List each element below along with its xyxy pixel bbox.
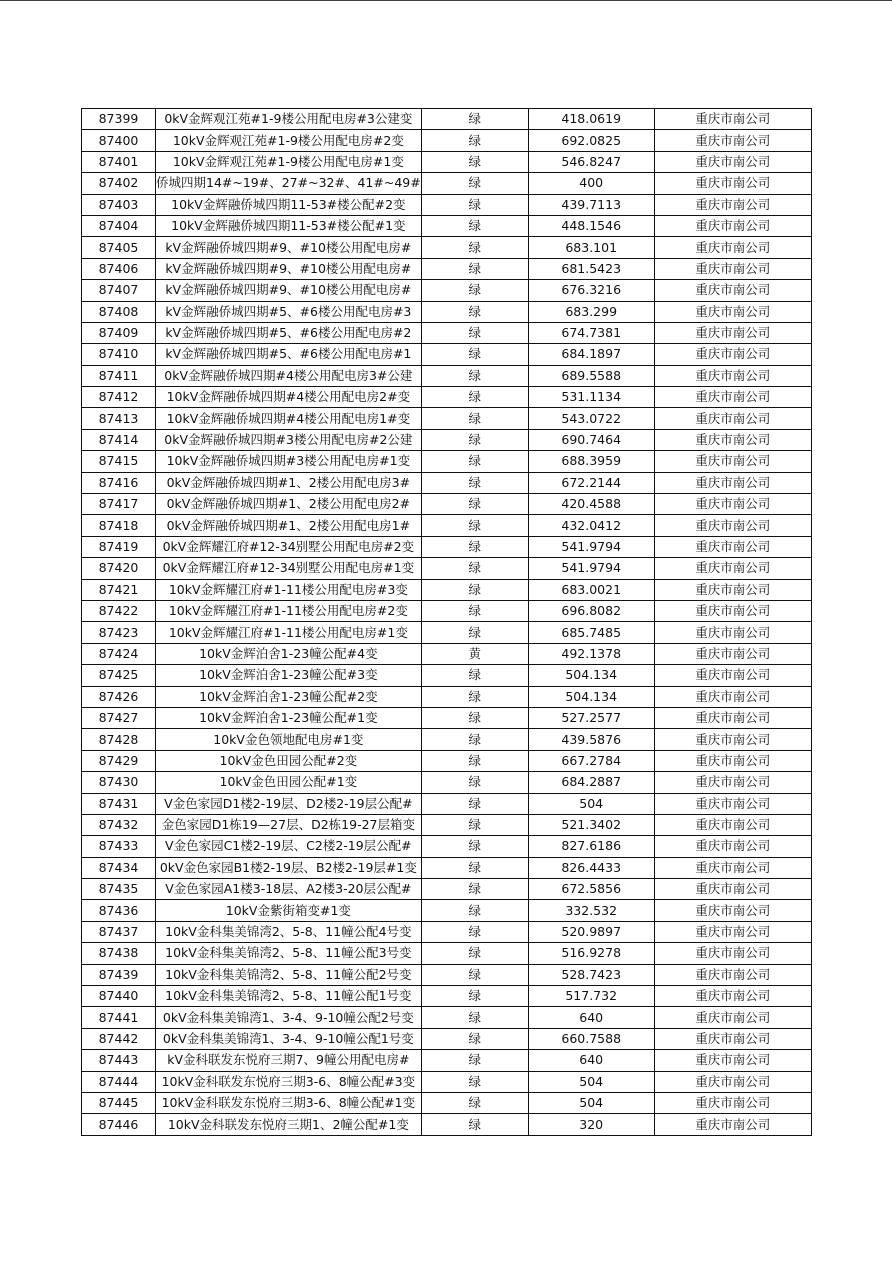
status-color-cell: 绿 bbox=[421, 879, 528, 900]
company-cell: 重庆市南公司 bbox=[654, 622, 811, 643]
equipment-name-cell: kV金辉融侨城四期#5、#6楼公用配电房#2 bbox=[156, 322, 422, 343]
table-row bbox=[82, 943, 812, 964]
row-id-cell: 87444 bbox=[82, 1071, 156, 1092]
row-id-cell: 87432 bbox=[82, 814, 156, 835]
equipment-name-cell: 10kV金辉观江苑#1-9楼公用配电房#1变 bbox=[156, 151, 422, 172]
equipment-name-cell: kV金辉融侨城四期#9、#10楼公用配电房# bbox=[156, 258, 422, 279]
row-id-cell: 87434 bbox=[82, 857, 156, 878]
status-color-cell: 绿 bbox=[421, 579, 528, 600]
capacity-value-cell: 516.9278 bbox=[528, 943, 654, 964]
status-color-cell: 绿 bbox=[421, 814, 528, 835]
equipment-name-cell: 0kV金辉观江苑#1-9楼公用配电房#3公建变 bbox=[156, 109, 422, 130]
status-color-cell: 绿 bbox=[421, 665, 528, 686]
company-cell: 重庆市南公司 bbox=[654, 793, 811, 814]
company-cell: 重庆市南公司 bbox=[654, 151, 811, 172]
company-cell: 重庆市南公司 bbox=[654, 1071, 811, 1092]
row-id-cell: 87400 bbox=[82, 130, 156, 151]
row-id-cell: 87411 bbox=[82, 365, 156, 386]
table-row bbox=[82, 215, 812, 236]
table-row bbox=[82, 729, 812, 750]
capacity-value-cell: 674.7381 bbox=[528, 322, 654, 343]
status-color-cell: 绿 bbox=[421, 515, 528, 536]
company-cell: 重庆市南公司 bbox=[654, 707, 811, 728]
capacity-value-cell: 528.7423 bbox=[528, 964, 654, 985]
equipment-name-cell: 侨城四期14#~19#、27#~32#、41#~49# bbox=[156, 173, 422, 194]
equipment-name-cell: 0kV金辉融侨城四期#1、2楼公用配电房2# bbox=[156, 494, 422, 515]
equipment-name-cell: kV金辉融侨城四期#9、#10楼公用配电房# bbox=[156, 280, 422, 301]
table-row bbox=[82, 879, 812, 900]
equipment-name-cell: 10kV金辉融侨城四期11-53#楼公配#1变 bbox=[156, 215, 422, 236]
row-id-cell: 87431 bbox=[82, 793, 156, 814]
table-row bbox=[82, 109, 812, 130]
capacity-value-cell: 543.0722 bbox=[528, 408, 654, 429]
capacity-value-cell: 420.4588 bbox=[528, 494, 654, 515]
company-cell: 重庆市南公司 bbox=[654, 986, 811, 1007]
status-color-cell: 绿 bbox=[421, 793, 528, 814]
table-row bbox=[82, 986, 812, 1007]
equipment-name-cell: 0kV金辉融侨城四期#1、2楼公用配电房3# bbox=[156, 472, 422, 493]
company-cell: 重庆市南公司 bbox=[654, 472, 811, 493]
company-cell: 重庆市南公司 bbox=[654, 1092, 811, 1113]
company-cell: 重庆市南公司 bbox=[654, 344, 811, 365]
company-cell: 重庆市南公司 bbox=[654, 900, 811, 921]
equipment-name-cell: kV金辉融侨城四期#9、#10楼公用配电房# bbox=[156, 237, 422, 258]
equipment-name-cell: 10kV金科集美锦湾2、5-8、11幢公配3号变 bbox=[156, 943, 422, 964]
status-color-cell: 绿 bbox=[421, 836, 528, 857]
capacity-value-cell: 696.8082 bbox=[528, 600, 654, 621]
capacity-value-cell: 541.9794 bbox=[528, 536, 654, 557]
company-cell: 重庆市南公司 bbox=[654, 301, 811, 322]
company-cell: 重庆市南公司 bbox=[654, 130, 811, 151]
company-cell: 重庆市南公司 bbox=[654, 109, 811, 130]
table-row bbox=[82, 686, 812, 707]
capacity-value-cell: 640 bbox=[528, 1007, 654, 1028]
table-row bbox=[82, 151, 812, 172]
equipment-name-cell: 10kV金紫街箱变#1变 bbox=[156, 900, 422, 921]
capacity-value-cell: 531.1134 bbox=[528, 387, 654, 408]
row-id-cell: 87437 bbox=[82, 921, 156, 942]
company-cell: 重庆市南公司 bbox=[654, 857, 811, 878]
row-id-cell: 87423 bbox=[82, 622, 156, 643]
equipment-name-cell: V金色家园D1楼2-19层、D2楼2-19层公配# bbox=[156, 793, 422, 814]
company-cell: 重庆市南公司 bbox=[654, 322, 811, 343]
row-id-cell: 87433 bbox=[82, 836, 156, 857]
status-color-cell: 绿 bbox=[421, 429, 528, 450]
status-color-cell: 绿 bbox=[421, 237, 528, 258]
status-color-cell: 绿 bbox=[421, 1028, 528, 1049]
company-cell: 重庆市南公司 bbox=[654, 215, 811, 236]
capacity-value-cell: 683.101 bbox=[528, 237, 654, 258]
status-color-cell: 绿 bbox=[421, 408, 528, 429]
row-id-cell: 87435 bbox=[82, 879, 156, 900]
table-row bbox=[82, 472, 812, 493]
row-id-cell: 87409 bbox=[82, 322, 156, 343]
table-row bbox=[82, 408, 812, 429]
row-id-cell: 87415 bbox=[82, 451, 156, 472]
table-row bbox=[82, 750, 812, 771]
table-row bbox=[82, 387, 812, 408]
status-color-cell: 绿 bbox=[421, 750, 528, 771]
capacity-value-cell: 690.7464 bbox=[528, 429, 654, 450]
capacity-value-cell: 520.9897 bbox=[528, 921, 654, 942]
table-row bbox=[82, 1028, 812, 1049]
capacity-value-cell: 672.5856 bbox=[528, 879, 654, 900]
equipment-name-cell: 0kV金辉融侨城四期#4楼公用配电房3#公建 bbox=[156, 365, 422, 386]
status-color-cell: 绿 bbox=[421, 857, 528, 878]
company-cell: 重庆市南公司 bbox=[654, 451, 811, 472]
table-row bbox=[82, 921, 812, 942]
capacity-value-cell: 448.1546 bbox=[528, 215, 654, 236]
company-cell: 重庆市南公司 bbox=[654, 173, 811, 194]
table-row bbox=[82, 173, 812, 194]
table-row bbox=[82, 301, 812, 322]
company-cell: 重庆市南公司 bbox=[654, 237, 811, 258]
table-row bbox=[82, 772, 812, 793]
row-id-cell: 87412 bbox=[82, 387, 156, 408]
company-cell: 重庆市南公司 bbox=[654, 1050, 811, 1071]
status-color-cell: 绿 bbox=[421, 215, 528, 236]
capacity-value-cell: 504 bbox=[528, 1071, 654, 1092]
status-color-cell: 绿 bbox=[421, 986, 528, 1007]
capacity-value-cell: 439.5876 bbox=[528, 729, 654, 750]
equipment-name-cell: 10kV金辉耀江府#1-11楼公用配电房#1变 bbox=[156, 622, 422, 643]
status-color-cell: 绿 bbox=[421, 365, 528, 386]
company-cell: 重庆市南公司 bbox=[654, 836, 811, 857]
table-row bbox=[82, 665, 812, 686]
table-row bbox=[82, 1007, 812, 1028]
table-row bbox=[82, 579, 812, 600]
capacity-value-cell: 418.0619 bbox=[528, 109, 654, 130]
status-color-cell: 绿 bbox=[421, 622, 528, 643]
equipment-name-cell: 10kV金科集美锦湾2、5-8、11幢公配2号变 bbox=[156, 964, 422, 985]
status-color-cell: 绿 bbox=[421, 600, 528, 621]
equipment-name-cell: 10kV金色田园公配#2变 bbox=[156, 750, 422, 771]
table-row bbox=[82, 1114, 812, 1135]
capacity-value-cell: 688.3959 bbox=[528, 451, 654, 472]
status-color-cell: 绿 bbox=[421, 322, 528, 343]
row-id-cell: 87441 bbox=[82, 1007, 156, 1028]
status-color-cell: 绿 bbox=[421, 729, 528, 750]
table-row bbox=[82, 237, 812, 258]
status-color-cell: 绿 bbox=[421, 472, 528, 493]
equipment-name-cell: 10kV金辉耀江府#1-11楼公用配电房#3变 bbox=[156, 579, 422, 600]
table-row bbox=[82, 836, 812, 857]
equipment-name-cell: 10kV金科联发东悦府三期3-6、8幢公配#3变 bbox=[156, 1071, 422, 1092]
table-row bbox=[82, 793, 812, 814]
capacity-value-cell: 504.134 bbox=[528, 686, 654, 707]
table-row bbox=[82, 536, 812, 557]
capacity-value-cell: 517.732 bbox=[528, 986, 654, 1007]
equipment-name-cell: kV金科联发东悦府三期7、9幢公用配电房# bbox=[156, 1050, 422, 1071]
capacity-value-cell: 692.0825 bbox=[528, 130, 654, 151]
company-cell: 重庆市南公司 bbox=[654, 387, 811, 408]
capacity-value-cell: 684.1897 bbox=[528, 344, 654, 365]
row-id-cell: 87427 bbox=[82, 707, 156, 728]
table-row bbox=[82, 622, 812, 643]
status-color-cell: 绿 bbox=[421, 301, 528, 322]
capacity-value-cell: 826.4433 bbox=[528, 857, 654, 878]
equipment-name-cell: kV金辉融侨城四期#5、#6楼公用配电房#1 bbox=[156, 344, 422, 365]
row-id-cell: 87439 bbox=[82, 964, 156, 985]
company-cell: 重庆市南公司 bbox=[654, 558, 811, 579]
status-color-cell: 绿 bbox=[421, 387, 528, 408]
row-id-cell: 87438 bbox=[82, 943, 156, 964]
company-cell: 重庆市南公司 bbox=[654, 536, 811, 557]
capacity-value-cell: 681.5423 bbox=[528, 258, 654, 279]
status-color-cell: 绿 bbox=[421, 109, 528, 130]
status-color-cell: 绿 bbox=[421, 280, 528, 301]
row-id-cell: 87404 bbox=[82, 215, 156, 236]
equipment-name-cell: 10kV金科集美锦湾2、5-8、11幢公配4号变 bbox=[156, 921, 422, 942]
capacity-value-cell: 667.2784 bbox=[528, 750, 654, 771]
table-row bbox=[82, 600, 812, 621]
company-cell: 重庆市南公司 bbox=[654, 665, 811, 686]
status-color-cell: 绿 bbox=[421, 1092, 528, 1113]
table-row bbox=[82, 451, 812, 472]
company-cell: 重庆市南公司 bbox=[654, 814, 811, 835]
company-cell: 重庆市南公司 bbox=[654, 579, 811, 600]
table-row bbox=[82, 280, 812, 301]
capacity-value-cell: 640 bbox=[528, 1050, 654, 1071]
table-body bbox=[82, 109, 812, 1136]
company-cell: 重庆市南公司 bbox=[654, 365, 811, 386]
equipment-name-cell: 10kV金科集美锦湾2、5-8、11幢公配1号变 bbox=[156, 986, 422, 1007]
table-row bbox=[82, 1071, 812, 1092]
capacity-value-cell: 672.2144 bbox=[528, 472, 654, 493]
equipment-name-cell: 10kV金辉观江苑#1-9楼公用配电房#2变 bbox=[156, 130, 422, 151]
capacity-value-cell: 546.8247 bbox=[528, 151, 654, 172]
equipment-name-cell: 0kV金辉融侨城四期#3楼公用配电房#2公建 bbox=[156, 429, 422, 450]
equipment-name-cell: 10kV金辉泊舍1-23幢公配#4变 bbox=[156, 643, 422, 664]
row-id-cell: 87445 bbox=[82, 1092, 156, 1113]
capacity-value-cell: 521.3402 bbox=[528, 814, 654, 835]
equipment-name-cell: 10kV金科联发东悦府三期1、2幢公配#1变 bbox=[156, 1114, 422, 1135]
equipment-name-cell: 金色家园D1栋19—27层、D2栋19-27层箱变 bbox=[156, 814, 422, 835]
status-color-cell: 黄 bbox=[421, 643, 528, 664]
status-color-cell: 绿 bbox=[421, 451, 528, 472]
row-id-cell: 87405 bbox=[82, 237, 156, 258]
company-cell: 重庆市南公司 bbox=[654, 772, 811, 793]
company-cell: 重庆市南公司 bbox=[654, 921, 811, 942]
status-color-cell: 绿 bbox=[421, 943, 528, 964]
equipment-name-cell: 10kV金辉融侨城四期#3楼公用配电房#1变 bbox=[156, 451, 422, 472]
equipment-name-cell: 0kV金辉融侨城四期#1、2楼公用配电房1# bbox=[156, 515, 422, 536]
equipment-name-cell: 10kV金科联发东悦府三期3-6、8幢公配#1变 bbox=[156, 1092, 422, 1113]
table-row bbox=[82, 344, 812, 365]
row-id-cell: 87425 bbox=[82, 665, 156, 686]
equipment-name-cell: 10kV金辉融侨城四期#4楼公用配电房1#变 bbox=[156, 408, 422, 429]
table-row bbox=[82, 643, 812, 664]
company-cell: 重庆市南公司 bbox=[654, 258, 811, 279]
status-color-cell: 绿 bbox=[421, 130, 528, 151]
row-id-cell: 87429 bbox=[82, 750, 156, 771]
equipment-name-cell: 10kV金辉泊舍1-23幢公配#2变 bbox=[156, 686, 422, 707]
row-id-cell: 87419 bbox=[82, 536, 156, 557]
row-id-cell: 87414 bbox=[82, 429, 156, 450]
row-id-cell: 87410 bbox=[82, 344, 156, 365]
company-cell: 重庆市南公司 bbox=[654, 408, 811, 429]
capacity-value-cell: 684.2887 bbox=[528, 772, 654, 793]
status-color-cell: 绿 bbox=[421, 686, 528, 707]
company-cell: 重庆市南公司 bbox=[654, 515, 811, 536]
capacity-value-cell: 676.3216 bbox=[528, 280, 654, 301]
company-cell: 重庆市南公司 bbox=[654, 686, 811, 707]
row-id-cell: 87436 bbox=[82, 900, 156, 921]
company-cell: 重庆市南公司 bbox=[654, 1114, 811, 1135]
capacity-value-cell: 504 bbox=[528, 1092, 654, 1113]
table-row bbox=[82, 707, 812, 728]
equipment-name-cell: 0kV金辉耀江府#12-34别墅公用配电房#2变 bbox=[156, 536, 422, 557]
row-id-cell: 87421 bbox=[82, 579, 156, 600]
status-color-cell: 绿 bbox=[421, 151, 528, 172]
company-cell: 重庆市南公司 bbox=[654, 729, 811, 750]
status-color-cell: 绿 bbox=[421, 536, 528, 557]
company-cell: 重庆市南公司 bbox=[654, 600, 811, 621]
row-id-cell: 87428 bbox=[82, 729, 156, 750]
equipment-name-cell: 10kV金色田园公配#1变 bbox=[156, 772, 422, 793]
row-id-cell: 87430 bbox=[82, 772, 156, 793]
status-color-cell: 绿 bbox=[421, 494, 528, 515]
capacity-value-cell: 827.6186 bbox=[528, 836, 654, 857]
company-cell: 重庆市南公司 bbox=[654, 879, 811, 900]
row-id-cell: 87403 bbox=[82, 194, 156, 215]
table-row bbox=[82, 857, 812, 878]
status-color-cell: 绿 bbox=[421, 558, 528, 579]
equipment-name-cell: 0kV金科集美锦湾1、3-4、9-10幢公配2号变 bbox=[156, 1007, 422, 1028]
status-color-cell: 绿 bbox=[421, 964, 528, 985]
status-color-cell: 绿 bbox=[421, 344, 528, 365]
equipment-name-cell: 10kV金辉融侨城四期#4楼公用配电房2#变 bbox=[156, 387, 422, 408]
equipment-name-cell: 10kV金辉耀江府#1-11楼公用配电房#2变 bbox=[156, 600, 422, 621]
row-id-cell: 87401 bbox=[82, 151, 156, 172]
status-color-cell: 绿 bbox=[421, 1071, 528, 1092]
company-cell: 重庆市南公司 bbox=[654, 1007, 811, 1028]
table-row bbox=[82, 1050, 812, 1071]
company-cell: 重庆市南公司 bbox=[654, 643, 811, 664]
row-id-cell: 87402 bbox=[82, 173, 156, 194]
row-id-cell: 87426 bbox=[82, 686, 156, 707]
row-id-cell: 87406 bbox=[82, 258, 156, 279]
status-color-cell: 绿 bbox=[421, 258, 528, 279]
row-id-cell: 87399 bbox=[82, 109, 156, 130]
capacity-value-cell: 689.5588 bbox=[528, 365, 654, 386]
capacity-value-cell: 683.0021 bbox=[528, 579, 654, 600]
equipment-name-cell: 0kV金辉耀江府#12-34别墅公用配电房#1变 bbox=[156, 558, 422, 579]
status-color-cell: 绿 bbox=[421, 1050, 528, 1071]
company-cell: 重庆市南公司 bbox=[654, 280, 811, 301]
capacity-value-cell: 320 bbox=[528, 1114, 654, 1135]
table-row bbox=[82, 900, 812, 921]
row-id-cell: 87417 bbox=[82, 494, 156, 515]
company-cell: 重庆市南公司 bbox=[654, 194, 811, 215]
company-cell: 重庆市南公司 bbox=[654, 1028, 811, 1049]
equipment-name-cell: 0kV金科集美锦湾1、3-4、9-10幢公配1号变 bbox=[156, 1028, 422, 1049]
status-color-cell: 绿 bbox=[421, 1007, 528, 1028]
capacity-value-cell: 492.1378 bbox=[528, 643, 654, 664]
capacity-value-cell: 685.7485 bbox=[528, 622, 654, 643]
equipment-name-cell: 10kV金辉泊舍1-23幢公配#3变 bbox=[156, 665, 422, 686]
equipment-name-cell: 10kV金辉泊舍1-23幢公配#1变 bbox=[156, 707, 422, 728]
equipment-name-cell: V金色家园C1楼2-19层、C2楼2-19层公配# bbox=[156, 836, 422, 857]
row-id-cell: 87442 bbox=[82, 1028, 156, 1049]
table-row bbox=[82, 194, 812, 215]
status-color-cell: 绿 bbox=[421, 707, 528, 728]
capacity-value-cell: 683.299 bbox=[528, 301, 654, 322]
company-cell: 重庆市南公司 bbox=[654, 750, 811, 771]
equipment-name-cell: 10kV金辉融侨城四期11-53#楼公配#2变 bbox=[156, 194, 422, 215]
capacity-value-cell: 439.7113 bbox=[528, 194, 654, 215]
capacity-value-cell: 541.9794 bbox=[528, 558, 654, 579]
status-color-cell: 绿 bbox=[421, 173, 528, 194]
status-color-cell: 绿 bbox=[421, 194, 528, 215]
row-id-cell: 87416 bbox=[82, 472, 156, 493]
status-color-cell: 绿 bbox=[421, 900, 528, 921]
company-cell: 重庆市南公司 bbox=[654, 964, 811, 985]
table-row bbox=[82, 429, 812, 450]
table-row bbox=[82, 130, 812, 151]
table-row bbox=[82, 814, 812, 835]
row-id-cell: 87424 bbox=[82, 643, 156, 664]
equipment-name-cell: kV金辉融侨城四期#5、#6楼公用配电房#3 bbox=[156, 301, 422, 322]
capacity-value-cell: 332.532 bbox=[528, 900, 654, 921]
row-id-cell: 87418 bbox=[82, 515, 156, 536]
company-cell: 重庆市南公司 bbox=[654, 943, 811, 964]
row-id-cell: 87413 bbox=[82, 408, 156, 429]
table-row bbox=[82, 515, 812, 536]
table-row bbox=[82, 1092, 812, 1113]
row-id-cell: 87440 bbox=[82, 986, 156, 1007]
equipment-name-cell: 10kV金色领地配电房#1变 bbox=[156, 729, 422, 750]
page-top-border bbox=[0, 0, 892, 1]
status-color-cell: 绿 bbox=[421, 1114, 528, 1135]
row-id-cell: 87422 bbox=[82, 600, 156, 621]
data-table bbox=[81, 108, 812, 1136]
row-id-cell: 87407 bbox=[82, 280, 156, 301]
company-cell: 重庆市南公司 bbox=[654, 494, 811, 515]
capacity-value-cell: 400 bbox=[528, 173, 654, 194]
table-row bbox=[82, 258, 812, 279]
table-row bbox=[82, 964, 812, 985]
capacity-value-cell: 660.7588 bbox=[528, 1028, 654, 1049]
capacity-value-cell: 527.2577 bbox=[528, 707, 654, 728]
table-row bbox=[82, 322, 812, 343]
capacity-value-cell: 432.0412 bbox=[528, 515, 654, 536]
equipment-name-cell: V金色家园A1楼3-18层、A2楼3-20层公配# bbox=[156, 879, 422, 900]
company-cell: 重庆市南公司 bbox=[654, 429, 811, 450]
capacity-value-cell: 504.134 bbox=[528, 665, 654, 686]
status-color-cell: 绿 bbox=[421, 921, 528, 942]
row-id-cell: 87443 bbox=[82, 1050, 156, 1071]
row-id-cell: 87408 bbox=[82, 301, 156, 322]
table-row bbox=[82, 494, 812, 515]
row-id-cell: 87420 bbox=[82, 558, 156, 579]
equipment-name-cell: 0kV金色家园B1楼2-19层、B2楼2-19层#1变 bbox=[156, 857, 422, 878]
capacity-value-cell: 504 bbox=[528, 793, 654, 814]
row-id-cell: 87446 bbox=[82, 1114, 156, 1135]
table-row bbox=[82, 558, 812, 579]
table-row bbox=[82, 365, 812, 386]
status-color-cell: 绿 bbox=[421, 772, 528, 793]
